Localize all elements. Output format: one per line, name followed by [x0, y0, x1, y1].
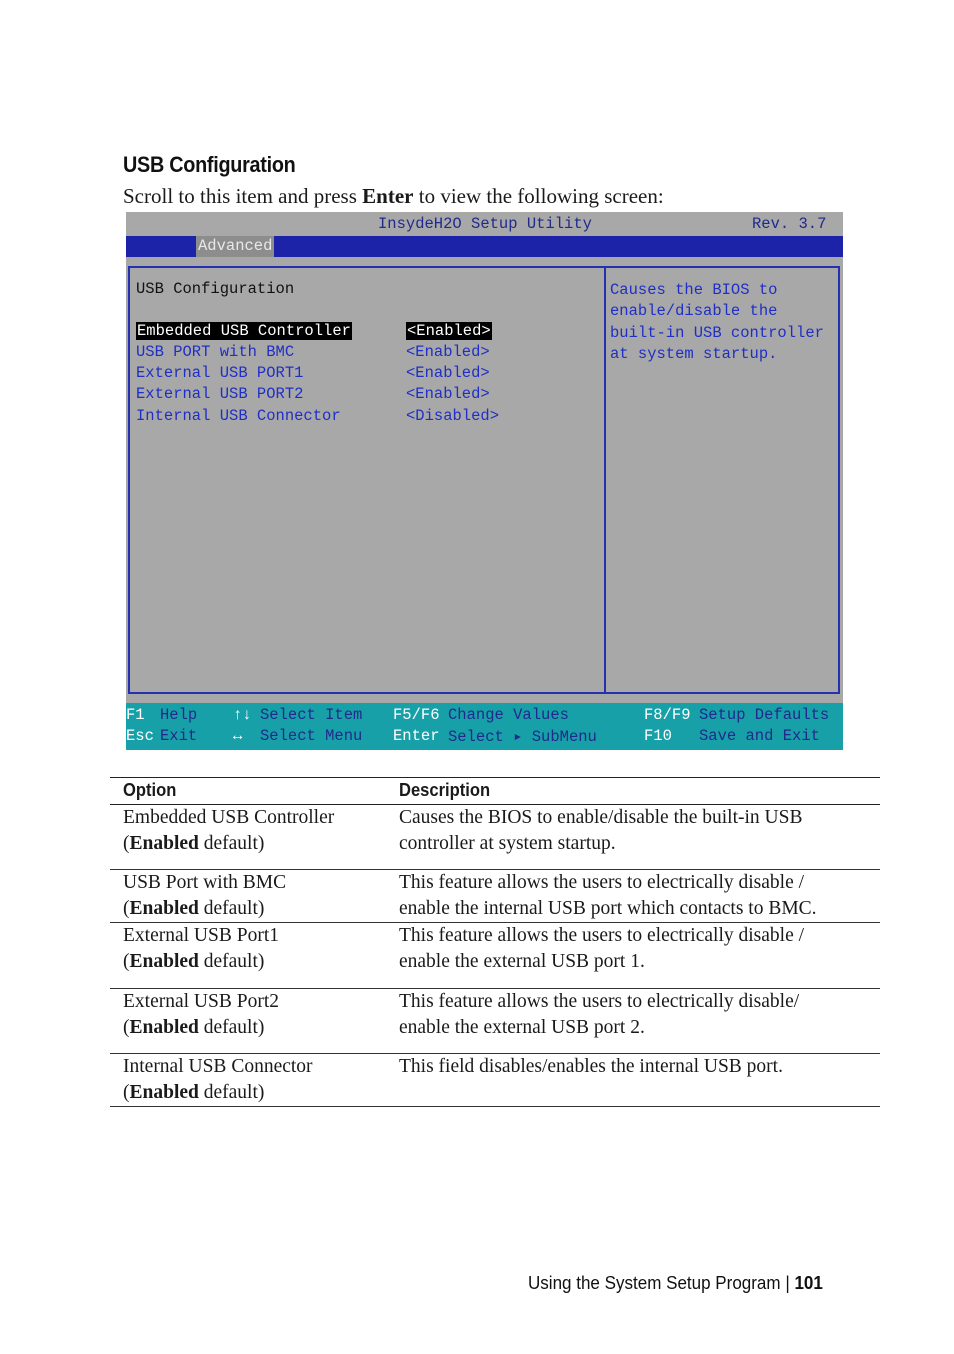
page-number: 101 — [794, 1272, 823, 1293]
bios-section-title: USB Configuration — [136, 280, 295, 298]
option-name: External USB Port1 — [123, 925, 279, 946]
bios-value-internal-usb-connector[interactable]: <Disabled> — [406, 407, 500, 425]
section-heading: USB Configuration — [123, 152, 296, 177]
key-updown-desc: Select Item — [260, 706, 363, 724]
key-enter: Enter — [393, 727, 440, 745]
options-table — [110, 777, 880, 1107]
option-cell — [123, 805, 334, 857]
description-line: This feature allows the users to electrically disable / — [399, 872, 805, 893]
option-cell — [123, 923, 279, 975]
option-default: (Enabled default) — [123, 1082, 265, 1103]
bios-menu-bar — [126, 236, 843, 257]
bios-option-internal-usb-connector[interactable]: Internal USB Connector — [136, 407, 341, 425]
intro-text — [123, 184, 664, 209]
table-row — [110, 1054, 880, 1107]
key-leftright-desc: Select Menu — [260, 727, 363, 745]
description-cell — [399, 805, 869, 857]
key-f1: F1 — [126, 706, 145, 724]
option-default: (Enabled default) — [123, 1017, 265, 1038]
key-esc-desc: Exit — [160, 727, 198, 745]
description-line: enable the internal USB port which contacts to BMC. — [399, 898, 817, 919]
header-option: Option — [123, 780, 177, 800]
bios-option-external-usb-port1[interactable]: External USB PORT1 — [136, 364, 304, 382]
bios-value-external-usb-port1[interactable]: <Enabled> — [406, 364, 490, 382]
help-line: Causes the BIOS to — [610, 281, 778, 299]
help-line: enable/disable the — [610, 302, 778, 321]
bios-option-embedded-usb-controller[interactable]: Embedded USB Controller — [137, 322, 351, 340]
table-row — [110, 989, 880, 1054]
bios-tab-advanced[interactable]: Advanced — [198, 237, 273, 255]
description-line: This feature allows the users to electrically disable/ — [399, 991, 800, 1012]
help-line: built-in USB controller — [610, 323, 824, 342]
bios-revision: Rev. 3.7 — [752, 215, 827, 233]
bios-options-panel — [128, 266, 604, 694]
option-name: USB Port with BMC — [123, 872, 287, 893]
key-esc: Esc — [126, 727, 154, 745]
description-cell — [399, 870, 869, 922]
option-name: External USB Port2 — [123, 991, 279, 1012]
option-name: Embedded USB Controller — [123, 807, 335, 828]
key-f8f9-desc: Setup Defaults — [699, 706, 830, 724]
intro-before: Scroll to this item and press — [123, 184, 363, 208]
bios-option-usb-port-bmc[interactable]: USB PORT with BMC — [136, 343, 295, 361]
description-line: enable the external USB port 2. — [399, 1017, 645, 1038]
description-cell — [399, 923, 869, 975]
key-f10-desc: Save and Exit — [699, 727, 820, 745]
key-enter-desc: Select ▸ SubMenu — [448, 728, 597, 746]
description-line: enable the external USB port 1. — [399, 951, 645, 972]
help-line: at system startup. — [610, 344, 778, 363]
description-line: This field disables/enables the internal USB port. — [399, 1056, 783, 1077]
bios-screenshot — [126, 212, 843, 750]
bios-value-embedded-usb-controller[interactable]: <Enabled> — [407, 322, 491, 340]
page-footer — [528, 1272, 823, 1294]
table-header — [110, 778, 880, 805]
bios-title: InsydeH2O Setup Utility — [378, 215, 592, 233]
bios-value-external-usb-port2[interactable]: <Enabled> — [406, 385, 490, 403]
option-default: (Enabled default) — [123, 898, 265, 919]
table-row — [110, 923, 880, 989]
bios-key-legend — [126, 703, 843, 750]
key-f8f9: F8/F9 — [644, 706, 691, 724]
description-line: Causes the BIOS to enable/disable the built-in USB — [399, 807, 803, 828]
description-cell — [399, 989, 869, 1041]
option-default: (Enabled default) — [123, 833, 265, 854]
key-updown: ↑↓ — [233, 706, 252, 724]
bios-option-external-usb-port2[interactable]: External USB PORT2 — [136, 385, 304, 403]
bios-title-bar — [126, 212, 843, 236]
key-f5f6: F5/F6 — [393, 706, 440, 724]
bios-help-text — [610, 280, 836, 365]
description-line: This feature allows the users to electrically disable / — [399, 925, 805, 946]
intro-key: Enter — [362, 184, 414, 208]
key-f1-desc: Help — [160, 706, 198, 724]
footer-title: Using the System Setup Program — [528, 1272, 781, 1293]
option-cell — [123, 989, 279, 1041]
key-f5f6-desc: Change Values — [448, 706, 569, 724]
bios-value-usb-port-bmc[interactable]: <Enabled> — [406, 343, 490, 361]
header-description: Description — [399, 780, 491, 800]
key-leftright: ↔ — [233, 727, 243, 745]
bios-help-panel — [604, 266, 840, 694]
key-f10: F10 — [644, 727, 672, 745]
description-cell — [399, 1054, 869, 1080]
option-name: Internal USB Connector — [123, 1056, 313, 1077]
footer-separator: | — [785, 1272, 790, 1293]
description-line: controller at system startup. — [399, 833, 616, 854]
option-default: (Enabled default) — [123, 951, 265, 972]
intro-after: to view the following screen: — [413, 184, 664, 208]
option-cell — [123, 870, 286, 922]
table-row — [110, 805, 880, 870]
option-cell — [123, 1054, 313, 1106]
table-row — [110, 870, 880, 923]
